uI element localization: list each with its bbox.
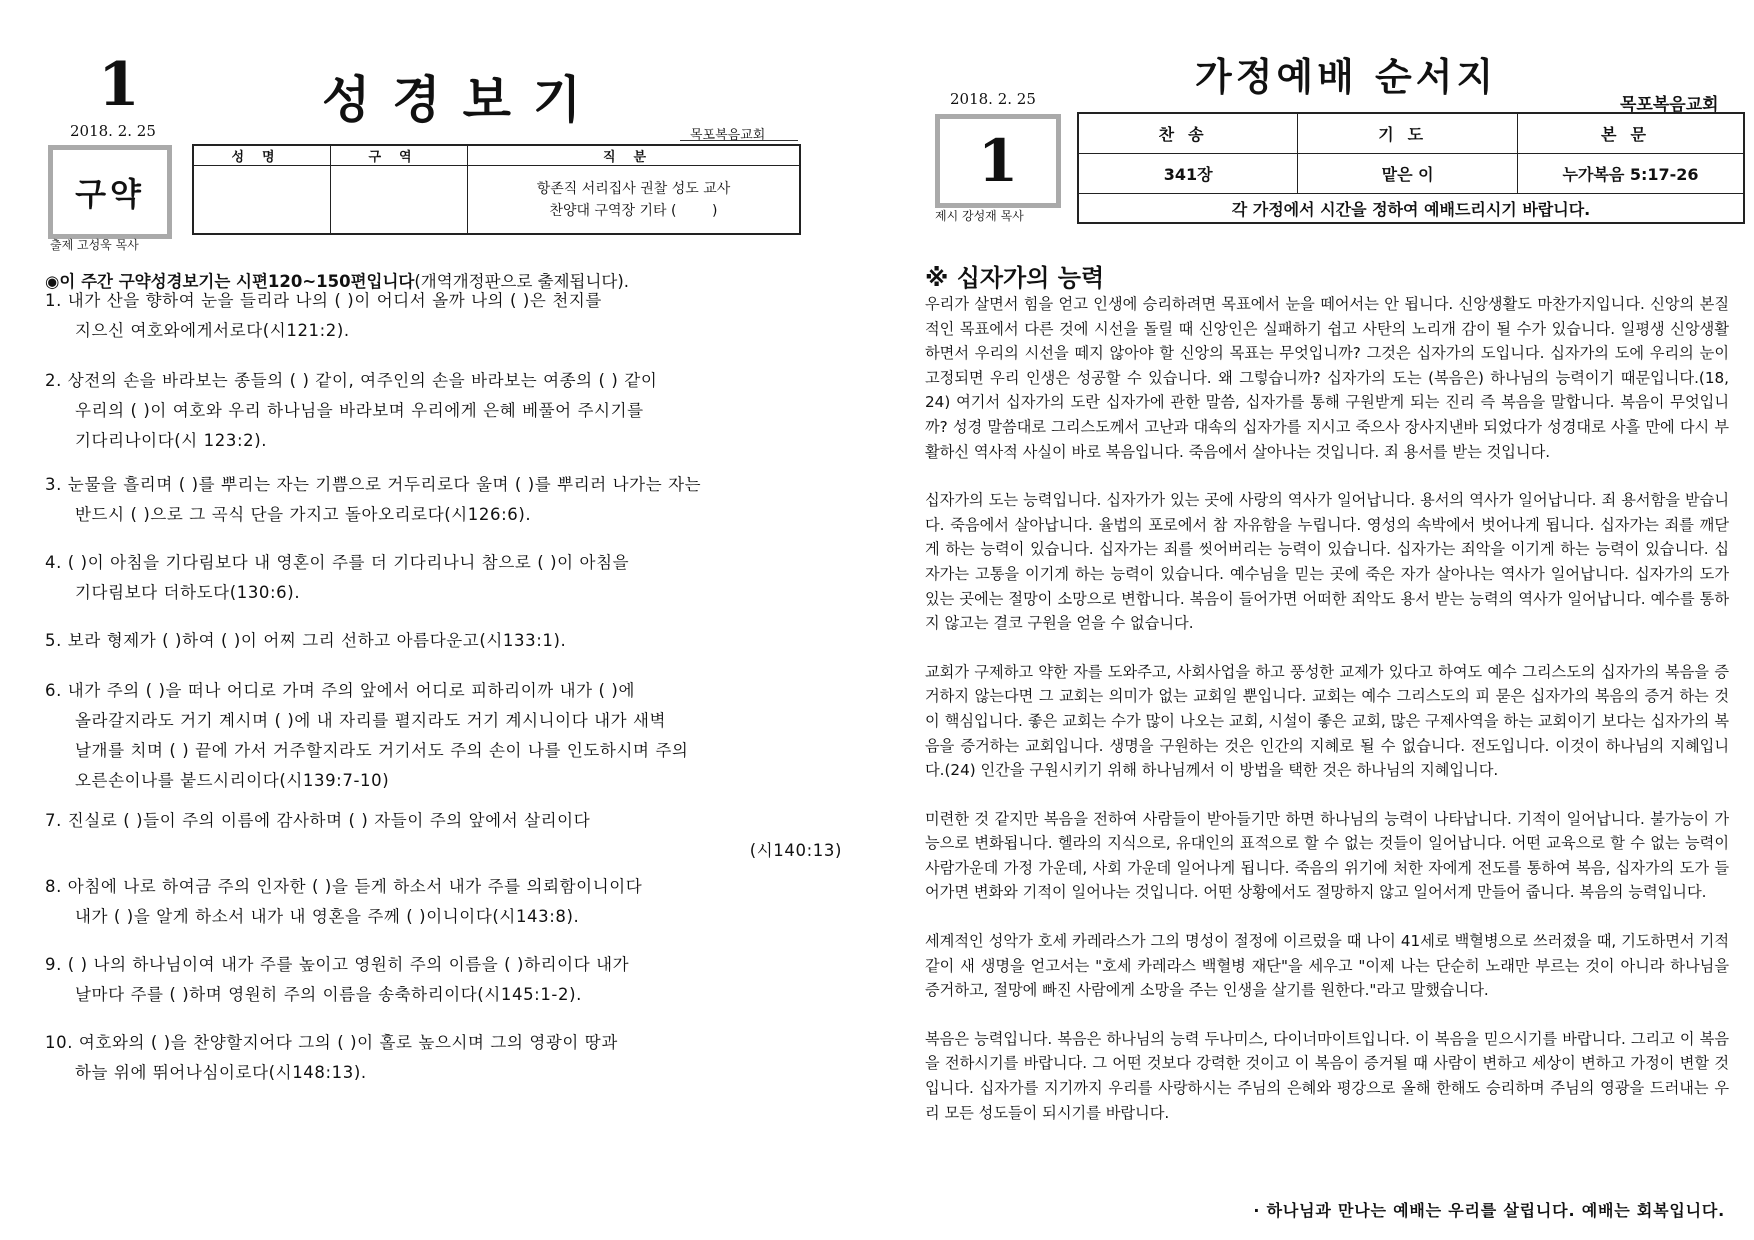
sermon-paragraph: 십자가의 도는 능력입니다. 십자가가 있는 곳에 사랑의 역사가 일어납니다. 용서의 역사가 일어납니다. 죄 용서함을 받습니다. 죽음에서 살아납니다. 율법의 포로에서 참 자유함을 누립니다. 영성의 속박에서 벗어나게 됩니다. 십자가는 죄를 깨닫게 하는 능력이 있습니다. 십자가는 죄를 씻어버리는 능력이 있습니다. 십자가는 죄악을 이기게 하는 능력이 있습니다. 십자가는 고통을 이기게 하는 능력이 있습니다. 예수님을 믿는 곳에 죽은 자가 살아나는 역사가 일어납니다. 십자가의 도가 있는 곳에는 절망이 소망으로 변합니다. 복음이 들어가면 어떠한 죄악도 용서 받는 능력의 역사가 일어납니다. 예수를 통하지 않고는 결코 구원을 얻을 수 없습니다. [925, 491, 1729, 633]
notice-suffix: (개역개정판으로 출제됩니다). [414, 272, 630, 291]
question-3 [45, 470, 845, 530]
question-4 [45, 548, 845, 608]
sermon-paragraph: 우리가 살면서 힘을 얻고 인생에 승리하려면 목표에서 눈을 떼어서는 안 됩니다. 신앙생활도 마찬가지입니다. 신앙의 본질적인 목표에서 다른 것에 시선을 돌릴 때 신앙인은 실패하기 쉽고 사탄의 노리개 감이 될 수가 있습니다. 일평생 신앙생활하면서 우리의 시선을 떼지 않아야 할 신앙의 목표는 무엇입니까? 그것은 십자가의 도입니다. 십자가의 도에 우리의 눈이 고정되면 우리 인생은 성공할 수 있습니다. 왜 그렇습니까? 십자가의 도는 (복음은) 하나님의 능력이기 때문입니다.(18, 24) 여기서 십자가의 도란 십자가에 관한 말씀, 십자가를 통해 구원받게 되는 진리 즉 복음을 말합니다. 복음이 무엇입니까? 성경 말씀대로 그리스도께서 고난과 대속의 십자가를 지시고 죽으사 장사지낸바 되었다가 성경대로 사흘 만에 다시 부활하신 역사적 사실이 바로 복음입니다. 죽음에서 살아나는 것입니다. 죄 용서를 받는 것입니다. [925, 295, 1729, 461]
question-5 [45, 626, 845, 656]
church-underline [680, 140, 798, 141]
position-header: 직분 [468, 145, 801, 166]
sermon-body [925, 292, 1729, 1149]
question-continuation: 올라갈지라도 거기 계시며 ( )에 내 자리를 펼지라도 거기 계시니이다 내가 새벽 [75, 711, 667, 730]
question-10 [45, 1028, 845, 1088]
question-text: 6. 내가 주의 ( )을 떠나 어디로 가며 주의 앞에서 어디로 피하리이까 내가 ( )에 [45, 681, 636, 700]
question-text: 8. 아침에 나로 하여금 주의 인자한 ( )을 듣게 하소서 내가 주를 의뢰함이니이다 [45, 877, 643, 896]
question-continuation: 하늘 위에 뛰어나심이로다(시148:13). [75, 1063, 367, 1082]
question-continuation: 내가 ( )을 알게 하소서 내가 내 영혼을 주께 ( )이니이다(시143:8). [75, 907, 580, 926]
question-text: 10. 여호와의 ( )을 찬양할지어다 그의 ( )이 홀로 높으시며 그의 영광이 땅과 [45, 1033, 618, 1052]
sermon-paragraph: 세계적인 성악가 호세 카레라스가 그의 명성이 절정에 이르렀을 때 나이 41세로 백혈병으로 쓰러졌을 때, 기도하면서 기적같이 새 생명을 얻고서는 "호세 카레라스 백혈병 재단"을 세우고 "이제 나는 단순히 노래만 부르는 것이 아니라 하나님을 증거하고, 절망에 빠진 사람에게 소망을 주는 인생을 살기를 원한다."라고 말했습니다. [925, 932, 1729, 1000]
question-text: 7. 진실로 ( )들이 주의 이름에 감사하며 ( ) 자들이 주의 앞에서 살리이다 [45, 811, 591, 830]
question-text: 5. 보라 형제가 ( )하여 ( )이 어찌 그리 선하고 아름다운고(시133:1). [45, 631, 567, 650]
question-7 [45, 806, 845, 866]
question-6 [45, 676, 845, 796]
right-page-author: 제시 강성재 목사 [935, 209, 1024, 223]
scripture-header: 본문 [1518, 113, 1744, 154]
question-text: 3. 눈물을 흘리며 ( )를 뿌리는 자는 기쁨으로 거두리로다 울며 ( )를 뿌리러 나가는 자는 [45, 475, 702, 494]
sermon-paragraph: 교회가 구제하고 약한 자를 도와주고, 사회사업을 하고 풍성한 교제가 있다고 하여도 예수 그리스도의 십자가의 복음을 증거하지 않는다면 그 교회는 의미가 없는 교회일 뿐입니다. 교회는 예수 그리스도의 피 묻은 십자가의 복음의 증거 하는 것이 핵심입니다. 좋은 교회는 수가 많이 나오는 교회, 시설이 좋은 교회, 많은 구제사역을 하는 교회이기 보다는 십자가의 복음을 증거하는 교회입니다. 생명을 구원하는 것은 인간의 지혜로 될 수 없습니다. 전도입니다. 이것이 하나님의 지혜입니다.(24) 인간을 구원시키기 위해 하나님께서 이 방법을 택한 것은 하나님의 지혜입니다. [925, 662, 1729, 780]
right-page-church: 목포복음교회 [1620, 95, 1719, 115]
prayer-header: 기도 [1298, 113, 1518, 154]
question-continuation: 기다리나이다(시 123:2). [75, 431, 268, 450]
position-options-line2: 찬양대 구역장 기타 ( ) [549, 202, 718, 219]
hymn-header: 찬송 [1078, 113, 1298, 154]
worship-instruction: 각 가정에서 시간을 정하여 예배드리시기 바랍니다. [1078, 194, 1744, 224]
sermon-paragraph: 복음은 능력입니다. 복음은 하나님의 능력 두나미스, 다이너마이트입니다. 이 복음을 믿으시기를 바랍니다. 그리고 이 복음을 전하시기를 바랍니다. 그 어떤 것보다 강력한 것이고 이 복음이 증거될 때 사람이 변하고 세상이 변하고 가정이 변할 것입니다. 십자가를 지기까지 우리를 사랑하시는 주님의 은혜와 평강으로 올해 한해도 승리하며 주님의 영광을 드러내는 우리 모든 성도들이 되시기를 바랍니다. [925, 1029, 1729, 1122]
question-continuation: 날개를 치며 ( ) 끝에 가서 거주할지라도 거기서도 주의 손이 나를 인도하시며 주의 [75, 741, 689, 760]
prayer-value: 맡은 이 [1298, 154, 1518, 194]
left-page-date: 2018. 2. 25 [70, 122, 156, 140]
question-9 [45, 950, 845, 1010]
question-continuation: 기다림보다 더하도다(130:6). [75, 583, 301, 602]
left-page-church: 목포복음교회 [690, 128, 766, 143]
sermon-paragraph: 미련한 것 같지만 복음을 전하여 사람들이 받아들기만 하면 하나님의 능력이 나타납니다. 기적이 일어납니다. 불가능이 가능으로 변화됩니다. 헬라의 지식으로, 유대인의 표적으로 할 수 없는 것들이 일어납니다. 어떤 교육으로 할 수 없는 능력이 사람가운데 가정 가운데, 사회 가운데 일어나게 됩니다. 죽음의 위기에 처한 자에게 전도를 통하여 복음, 십자가의 도가 들어가면 변화와 기적이 일어나는 것입니다. 어떤 상황에서도 절망하지 않고 일어서게 만들어 줍니다. 복음의 능력입니다. [925, 809, 1729, 902]
name-field[interactable] [193, 166, 331, 235]
scripture-value: 누가복음 5:17-26 [1518, 154, 1744, 194]
left-page-number: 1 [98, 50, 140, 120]
week-number-box: 1 [935, 114, 1061, 208]
closing-message: · 하나님과 만나는 예배는 우리를 살립니다. 예배는 회복입니다. [1253, 1201, 1725, 1220]
district-header: 구역 [331, 145, 468, 166]
question-text: 4. ( )이 아침을 기다림보다 내 영혼이 주를 더 기다리나니 참으로 ( )이 아침을 [45, 553, 630, 572]
left-page-author: 출제 고성욱 목사 [50, 238, 139, 252]
right-page-date: 2018. 2. 25 [950, 90, 1036, 108]
question-continuation: 날마다 주를 ( )하며 영원히 주의 이름을 송축하리이다(시145:1-2). [75, 985, 582, 1004]
question-2 [45, 366, 845, 456]
question-reference: (시140:13) [749, 841, 842, 860]
question-8 [45, 872, 845, 932]
question-continuation: 우리의 ( )이 여호와 우리 하나님을 바라보며 우리에게 은혜 베풀어 주시기를 [75, 401, 644, 420]
position-options[interactable] [468, 166, 801, 235]
question-text: 9. ( ) 나의 하나님이여 내가 주를 높이고 영원히 주의 이름을 ( )하리이다 내가 [45, 955, 630, 974]
sermon-heading: ※ 십자가의 능력 [925, 264, 1105, 292]
left-page-title: 성경보기 [322, 71, 604, 129]
question-text: 1. 내가 산을 향하여 눈을 들리라 나의 ( )이 어디서 올까 나의 ( )은 천지를 [45, 291, 602, 310]
hymn-value: 341장 [1078, 154, 1298, 194]
right-page-title: 가정예배 순서지 [1195, 55, 1498, 99]
question-1 [45, 286, 845, 346]
position-options-line1: 항존직 서리집사 권찰 성도 교사 [536, 180, 731, 197]
question-text: 2. 상전의 손을 바라보는 종들의 ( ) 같이, 여주인의 손을 바라보는 여종의 ( ) 같이 [45, 371, 658, 390]
notice-text: ◉이 주간 구약성경보기는 시편120~150편입니다 [45, 272, 415, 291]
question-continuation: 반드시 ( )으로 그 곡식 단을 가지고 돌아오리로다(시126:6). [75, 505, 532, 524]
question-continuation: 지으신 여호와에게서로다(시121:2). [75, 321, 350, 340]
name-header: 성명 [193, 145, 331, 166]
category-box: 구약 [48, 145, 172, 239]
member-info-table [192, 144, 801, 235]
district-field[interactable] [331, 166, 468, 235]
worship-order-table [1077, 112, 1745, 224]
question-continuation: 오른손이나를 붙드시리이다(시139:7-10) [75, 771, 390, 790]
